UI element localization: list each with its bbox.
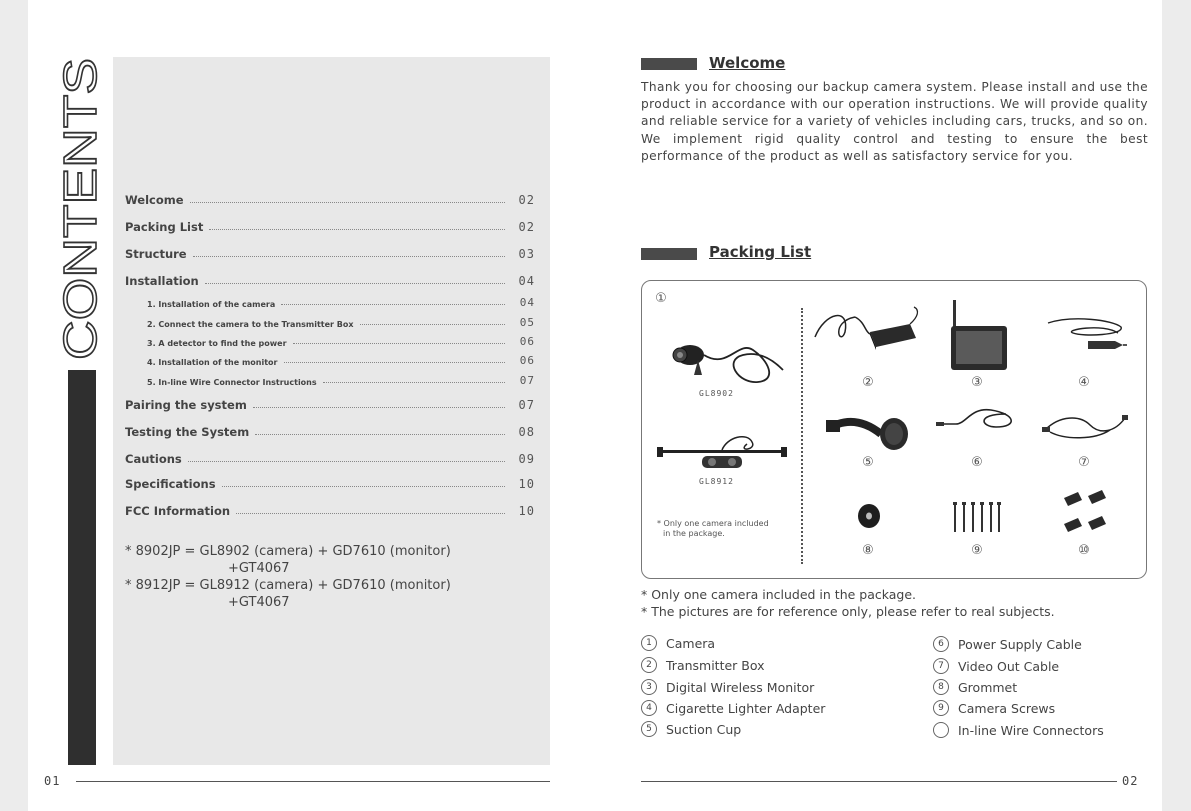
toc-leader — [236, 513, 505, 514]
wireless-monitor-image — [949, 300, 1009, 372]
legend-item — [641, 700, 825, 716]
legend-item — [641, 721, 741, 737]
toc-page: 06 — [519, 335, 535, 348]
legend-label: Video Out Cable — [958, 658, 1060, 674]
wire-connectors-image — [1058, 490, 1114, 540]
model-line: * 8902JP = GL8902 (camera) + GD7610 (monitor) — [125, 544, 451, 559]
legend-number: 8 — [933, 679, 949, 695]
toc-page: 10 — [518, 504, 535, 518]
toc-leader — [360, 324, 505, 325]
toc-entry-packing-list[interactable] — [125, 220, 535, 234]
model-line-continued: +GT4067 — [228, 595, 290, 610]
item-number-7: ⑦ — [1078, 455, 1090, 470]
toc-page: 04 — [519, 296, 535, 309]
legend-item — [641, 635, 715, 651]
legend-item — [933, 700, 1055, 716]
legend-item — [933, 658, 1059, 674]
toc-label: Welcome — [125, 193, 184, 207]
power-supply-cable-image — [936, 402, 1021, 442]
packing-divider — [801, 308, 803, 564]
transmitter-box-image — [810, 302, 920, 362]
toc-subentry-wire-connector[interactable] — [125, 374, 535, 387]
toc-label: Cautions — [125, 452, 182, 466]
box-note-line: in the package. — [663, 529, 725, 538]
toc-entry-testing[interactable] — [125, 425, 535, 439]
lighter-adapter-image — [1043, 315, 1128, 355]
box-note — [657, 519, 797, 539]
toc-leader — [323, 382, 505, 383]
welcome-paragraph: Thank you for choosing our backup camera system. Please install and use the product in accordance with our operation instructions. We will provide quality and reliable service for a variety of vehicles including cars, trucks, and so on. We implement rigid quality control and testing to ensure the best performance of the product as well as satisfactory service for you. — [641, 80, 1148, 163]
page-number-right: 02 — [1122, 774, 1139, 788]
legend-number: 1 — [641, 635, 657, 651]
toc-entry-structure[interactable] — [125, 247, 535, 261]
toc-leader — [255, 434, 505, 435]
legend-item — [933, 679, 1017, 695]
model-composition-list — [125, 543, 545, 611]
toc-subentry-transmitter[interactable] — [125, 316, 535, 329]
model-line-continued: +GT4067 — [228, 561, 290, 576]
item-number-1: ① — [655, 291, 667, 306]
toc-page: 08 — [518, 425, 535, 439]
legend-label: Grommet — [958, 679, 1018, 695]
legend-label: Cigarette Lighter Adapter — [666, 700, 826, 716]
toc-label: Packing List — [125, 220, 204, 234]
contents-vertical-title — [54, 55, 106, 365]
toc-leader — [293, 343, 505, 344]
legend-number: 5 — [641, 721, 657, 737]
item-number-3: ③ — [971, 375, 983, 390]
item-number-9: ⑨ — [971, 543, 983, 558]
toc-label: 2. Connect the camera to the Transmitter Box — [147, 320, 354, 329]
toc-entry-installation[interactable] — [125, 274, 535, 288]
legend-label: In-line Wire Connectors — [958, 722, 1104, 738]
welcome-title-bar — [641, 58, 697, 70]
toc-leader — [193, 256, 505, 257]
legend-label: Suction Cup — [666, 721, 742, 737]
footer-rule-left — [76, 781, 550, 782]
legend-label: Camera — [666, 635, 716, 651]
item-number-10: ⑩ — [1078, 543, 1090, 558]
toc-label: Structure — [125, 247, 187, 261]
toc-entry-welcome[interactable] — [125, 193, 535, 207]
toc-entry-pairing[interactable] — [125, 398, 535, 412]
toc-page: 07 — [519, 374, 535, 387]
camera-model-label: GL8902 — [699, 389, 734, 398]
toc-label: FCC Information — [125, 504, 231, 518]
toc-leader — [188, 461, 505, 462]
toc-leader — [281, 304, 505, 305]
toc-page: 09 — [518, 452, 535, 466]
grommet-image — [857, 503, 881, 529]
toc-page: 07 — [518, 398, 535, 412]
toc-label: 4. Installation of the monitor — [147, 358, 278, 367]
item-number-6: ⑥ — [971, 455, 983, 470]
toc-label: 3. A detector to find the power — [147, 339, 287, 348]
toc-subentry-monitor[interactable] — [125, 354, 535, 367]
suction-cup-image — [826, 408, 911, 453]
legend-item — [641, 657, 765, 673]
toc-leader — [190, 202, 505, 203]
toc-label: Specifications — [125, 477, 216, 491]
toc-leader — [209, 229, 505, 230]
toc-leader — [284, 362, 506, 363]
model-line: * 8912JP = GL8912 (camera) + GD7610 (monitor) — [125, 578, 451, 593]
toc-label: Testing the System — [125, 425, 250, 439]
contents-title-text: CONTENTS — [54, 107, 106, 360]
toc-leader — [253, 407, 505, 408]
legend-label: Camera Screws — [958, 700, 1056, 716]
legend-number: 2 — [641, 657, 657, 673]
camera-gl8902-image — [668, 330, 788, 390]
packing-note: * The pictures are for reference only, please refer to real subjects. — [641, 604, 1055, 619]
packing-note: * Only one camera included in the package. — [641, 587, 917, 602]
page-number-left: 01 — [44, 774, 61, 788]
toc-label: Installation — [125, 274, 199, 288]
item-number-8: ⑧ — [862, 543, 874, 558]
toc-leader — [205, 283, 505, 284]
legend-label: Transmitter Box — [666, 657, 765, 673]
legend-number: 7 — [933, 658, 949, 674]
video-out-cable-image — [1040, 410, 1130, 445]
camera-model-label: GL8912 — [699, 477, 734, 486]
contents-side-bar — [68, 370, 96, 765]
toc-subentry-detector[interactable] — [125, 335, 535, 348]
legend-label: Power Supply Cable — [958, 636, 1082, 652]
toc-page: 06 — [519, 354, 535, 367]
packing-title-bar — [641, 248, 697, 260]
toc-leader — [222, 486, 505, 487]
toc-label: 1. Installation of the camera — [147, 300, 276, 309]
item-number-5: ⑤ — [862, 455, 874, 470]
footer-rule-right — [641, 781, 1117, 782]
legend-item — [641, 679, 814, 695]
packing-title: Packing List — [709, 243, 812, 261]
legend-number: 4 — [641, 700, 657, 716]
toc-page: 02 — [518, 220, 535, 234]
toc-page: 05 — [519, 316, 535, 329]
legend-label: Digital Wireless Monitor — [666, 679, 815, 695]
toc-entry-specifications[interactable] — [125, 477, 535, 491]
camera-screws-image — [950, 500, 1004, 534]
toc-entry-fcc[interactable] — [125, 504, 535, 518]
camera-gl8912-image — [657, 432, 787, 477]
legend-item — [933, 722, 1104, 738]
legend-number: 3 — [641, 679, 657, 695]
toc-entry-cautions[interactable] — [125, 452, 535, 466]
toc-page: 02 — [518, 193, 535, 207]
legend-number — [933, 722, 949, 738]
item-number-2: ② — [862, 375, 874, 390]
toc-label: 5. In-line Wire Connector Instructions — [147, 378, 317, 387]
welcome-title: Welcome — [709, 54, 786, 72]
box-note-line: * Only one camera included — [657, 519, 769, 528]
toc-subentry-camera-install[interactable] — [125, 296, 535, 309]
packing-notes — [641, 586, 1151, 620]
toc-page: 04 — [518, 274, 535, 288]
toc-label: Pairing the system — [125, 398, 247, 412]
legend-number: 6 — [933, 636, 949, 652]
legend-item — [933, 636, 1082, 652]
legend-number: 9 — [933, 700, 949, 716]
toc-page: 10 — [518, 477, 535, 491]
item-number-4: ④ — [1078, 375, 1090, 390]
toc-page: 03 — [518, 247, 535, 261]
